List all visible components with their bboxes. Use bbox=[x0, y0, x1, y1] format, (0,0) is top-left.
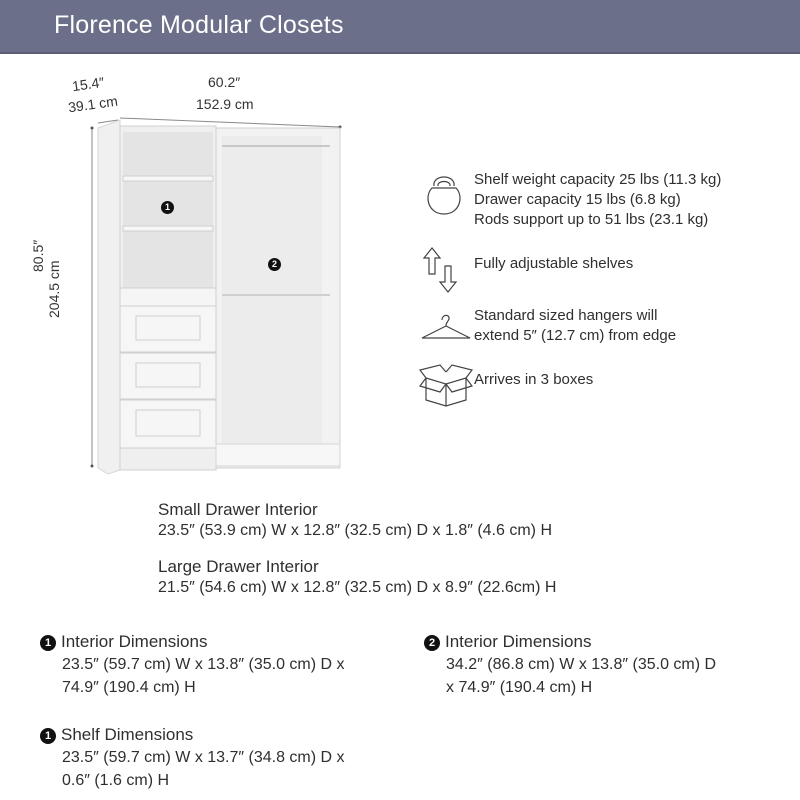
height-cm-label: 204.5 cm bbox=[46, 260, 62, 318]
shelf-1-spec bbox=[40, 723, 345, 792]
section-2-marker: 2 bbox=[268, 258, 281, 271]
box-icon bbox=[418, 362, 474, 410]
small-drawer-value: 23.5″ (53.9 cm) W x 12.8″ (32.5 cm) D x 1.8″ (4.6 cm) H bbox=[158, 522, 552, 539]
interior-2-line2: x 74.9″ (190.4 cm) H bbox=[446, 679, 593, 696]
height-inches-label: 80.5″ bbox=[30, 239, 46, 272]
shelf-1-title: Shelf Dimensions bbox=[61, 725, 194, 744]
depth-cm-label: 39.1 cm bbox=[67, 92, 119, 116]
hanger-icon bbox=[418, 306, 474, 354]
interior-2-spec bbox=[424, 630, 716, 699]
large-drawer-title: Large Drawer Interior bbox=[158, 557, 319, 576]
adjust-arrows-icon bbox=[418, 246, 474, 294]
kettlebell-icon bbox=[418, 170, 474, 218]
interior-1-title: Interior Dimensions bbox=[61, 632, 208, 651]
width-cm-label: 152.9 cm bbox=[196, 96, 254, 112]
small-drawer-title: Small Drawer Interior bbox=[158, 500, 318, 519]
feature-line: Standard sized hangers will bbox=[474, 307, 658, 324]
feature-hangers bbox=[418, 306, 676, 354]
section-2-bullet: 2 bbox=[424, 635, 440, 651]
large-drawer-value: 21.5″ (54.6 cm) W x 12.8″ (32.5 cm) D x 8.9″ (22.6cm) H bbox=[158, 579, 557, 596]
feature-boxes bbox=[418, 362, 593, 410]
shelf-1-line1: 23.5″ (59.7 cm) W x 13.7″ (34.8 cm) D x bbox=[62, 749, 345, 766]
interior-2-title: Interior Dimensions bbox=[445, 632, 592, 651]
feature-adjustable-shelves bbox=[418, 246, 633, 294]
section-1-bullet: 1 bbox=[40, 728, 56, 744]
width-inches-label: 60.2″ bbox=[208, 74, 241, 90]
feature-line: Arrives in 3 boxes bbox=[474, 371, 594, 388]
interior-1-spec bbox=[40, 630, 345, 699]
feature-line: Fully adjustable shelves bbox=[474, 255, 634, 272]
interior-1-line1: 23.5″ (59.7 cm) W x 13.8″ (35.0 cm) D x bbox=[62, 656, 345, 673]
feature-line: Shelf weight capacity 25 lbs (11.3 kg) bbox=[474, 171, 722, 188]
interior-2-line1: 34.2″ (86.8 cm) W x 13.8″ (35.0 cm) D bbox=[446, 656, 717, 673]
feature-line: Drawer capacity 15 lbs (6.8 kg) bbox=[474, 191, 681, 208]
feature-line: extend 5″ (12.7 cm) from edge bbox=[474, 327, 677, 344]
large-drawer-spec bbox=[158, 556, 556, 598]
shelf-1-line2: 0.6″ (1.6 cm) H bbox=[62, 772, 170, 789]
small-drawer-spec bbox=[158, 499, 552, 541]
section-1-bullet: 1 bbox=[40, 635, 56, 651]
depth-inches-label: 15.4″ bbox=[71, 73, 106, 95]
section-1-marker: 1 bbox=[161, 201, 174, 214]
feature-weight-capacity bbox=[418, 170, 721, 230]
interior-1-line2: 74.9″ (190.4 cm) H bbox=[62, 679, 196, 696]
page-title: Florence Modular Closets bbox=[54, 11, 344, 39]
feature-line: Rods support up to 51 lbs (23.1 kg) bbox=[474, 211, 709, 228]
